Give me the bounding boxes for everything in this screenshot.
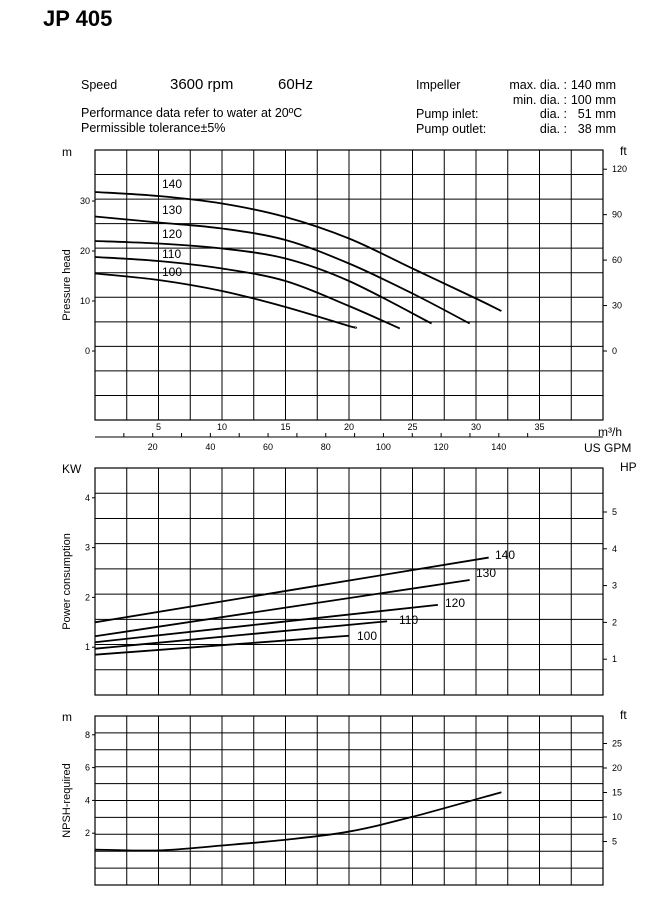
y-tick-left-label: 1 [84, 642, 90, 653]
y-unit-left: m [62, 145, 72, 159]
x-tick-label: 30 [470, 422, 482, 432]
y-tick-left-label: 2 [84, 828, 90, 839]
pump-outlet-dia-label: dia. : [539, 122, 567, 136]
y-axis-title: Pressure head [61, 249, 73, 321]
y-tick-left-label: 6 [84, 762, 90, 773]
power-curve-label-130: 130 [476, 566, 497, 580]
y-unit-right: ft [620, 708, 627, 722]
y-tick-right-label: 0 [612, 346, 618, 356]
y-tick-right-label: 30 [612, 300, 623, 311]
head-curve-label-130: 130 [162, 203, 183, 217]
y-tick-right-label: 10 [612, 812, 623, 822]
x-unit: m³/h [598, 425, 622, 439]
y-tick-left-label: 20 [79, 246, 90, 256]
y-tick-left-label: 4 [84, 795, 90, 806]
x-tick-label: 15 [280, 422, 291, 432]
y-axis-title: NPSH-required [61, 763, 73, 838]
y-tick-right-label: 5 [612, 836, 618, 847]
frequency-value: 60Hz [278, 76, 314, 93]
impeller-max-dia-label: max. dia. : [509, 78, 567, 92]
y-tick-left-label: 8 [84, 729, 90, 740]
gpm-tick-label: 80 [320, 442, 331, 452]
y-tick-left-label: 0 [84, 346, 90, 356]
impeller-max-dia-value: 140 mm [570, 78, 616, 92]
y-tick-right-label: 120 [612, 164, 628, 175]
y-tick-right-label: 4 [612, 543, 618, 554]
y-tick-left-label: 4 [84, 492, 90, 503]
gpm-tick-label: 120 [433, 442, 449, 452]
y-tick-right-label: 90 [612, 209, 623, 220]
speed-value: 3600 rpm [170, 76, 234, 93]
gpm-tick-label: 100 [375, 442, 391, 452]
y-tick-right-label: 15 [612, 787, 623, 798]
pump-outlet-label: Pump outlet: [416, 122, 487, 136]
tolerance-note: Permissible tolerance±5% [81, 121, 226, 135]
speed-label: Speed [81, 78, 118, 92]
head-curve-label-100: 100 [162, 265, 183, 279]
pump-outlet-value: 38 mm [577, 122, 616, 136]
curve-110 [95, 257, 400, 329]
x-tick-label: 20 [343, 422, 355, 432]
impeller-min-dia-label: min. dia. : [512, 93, 567, 107]
gpm-tick-label: 140 [491, 442, 507, 452]
gpm-tick-label: 60 [263, 442, 274, 452]
y-tick-left-label: 3 [84, 542, 90, 553]
head-curve-label-110: 110 [162, 247, 182, 261]
x-tick-label: 5 [155, 422, 162, 432]
x-tick-label: 10 [216, 422, 228, 432]
pump-inlet-dia-label: dia. : [539, 107, 567, 121]
gpm-unit: US GPM [584, 441, 632, 455]
curve-130 [95, 217, 470, 324]
x-tick-label: 35 [534, 422, 545, 432]
y-tick-right-label: 25 [612, 738, 623, 749]
y-tick-right-label: 2 [612, 617, 618, 628]
curve-140 [95, 558, 489, 623]
y-tick-right-label: 3 [612, 580, 618, 591]
performance-note: Performance data refer to water at 20ºC [81, 106, 303, 120]
gpm-tick-label: 20 [147, 442, 158, 452]
power-curve-label-100: 100 [357, 629, 378, 643]
y-tick-right-label: 60 [612, 255, 623, 266]
y-unit-right: ft [620, 144, 627, 158]
page-title: JP 405 [43, 6, 113, 31]
y-unit-left: KW [62, 462, 82, 476]
y-tick-right-label: 20 [612, 763, 623, 773]
power-curve-label-110: 110 [399, 613, 419, 627]
y-unit-right: HP [620, 460, 637, 474]
y-tick-left-label: 2 [84, 592, 90, 603]
pump-inlet-value: 51 mm [577, 107, 616, 121]
y-tick-left-label: 10 [79, 296, 90, 306]
impeller-min-dia-value: 100 mm [570, 93, 616, 107]
y-tick-right-label: 1 [612, 654, 618, 665]
curve-140 [95, 192, 501, 311]
y-tick-left-label: 30 [79, 196, 90, 206]
pump-inlet-label: Pump inlet: [416, 107, 479, 121]
head-curve-label-140: 140 [162, 177, 183, 191]
power-curve-label-140: 140 [495, 548, 516, 562]
y-axis-title: Power consumption [61, 533, 73, 630]
gpm-tick-label: 40 [205, 442, 216, 452]
power-curve-label-120: 120 [445, 596, 466, 610]
y-unit-left: m [62, 710, 72, 724]
impeller-label: Impeller [416, 78, 461, 92]
y-tick-right-label: 5 [612, 507, 618, 517]
x-tick-label: 25 [407, 422, 418, 432]
head-curve-label-120: 120 [162, 227, 183, 241]
